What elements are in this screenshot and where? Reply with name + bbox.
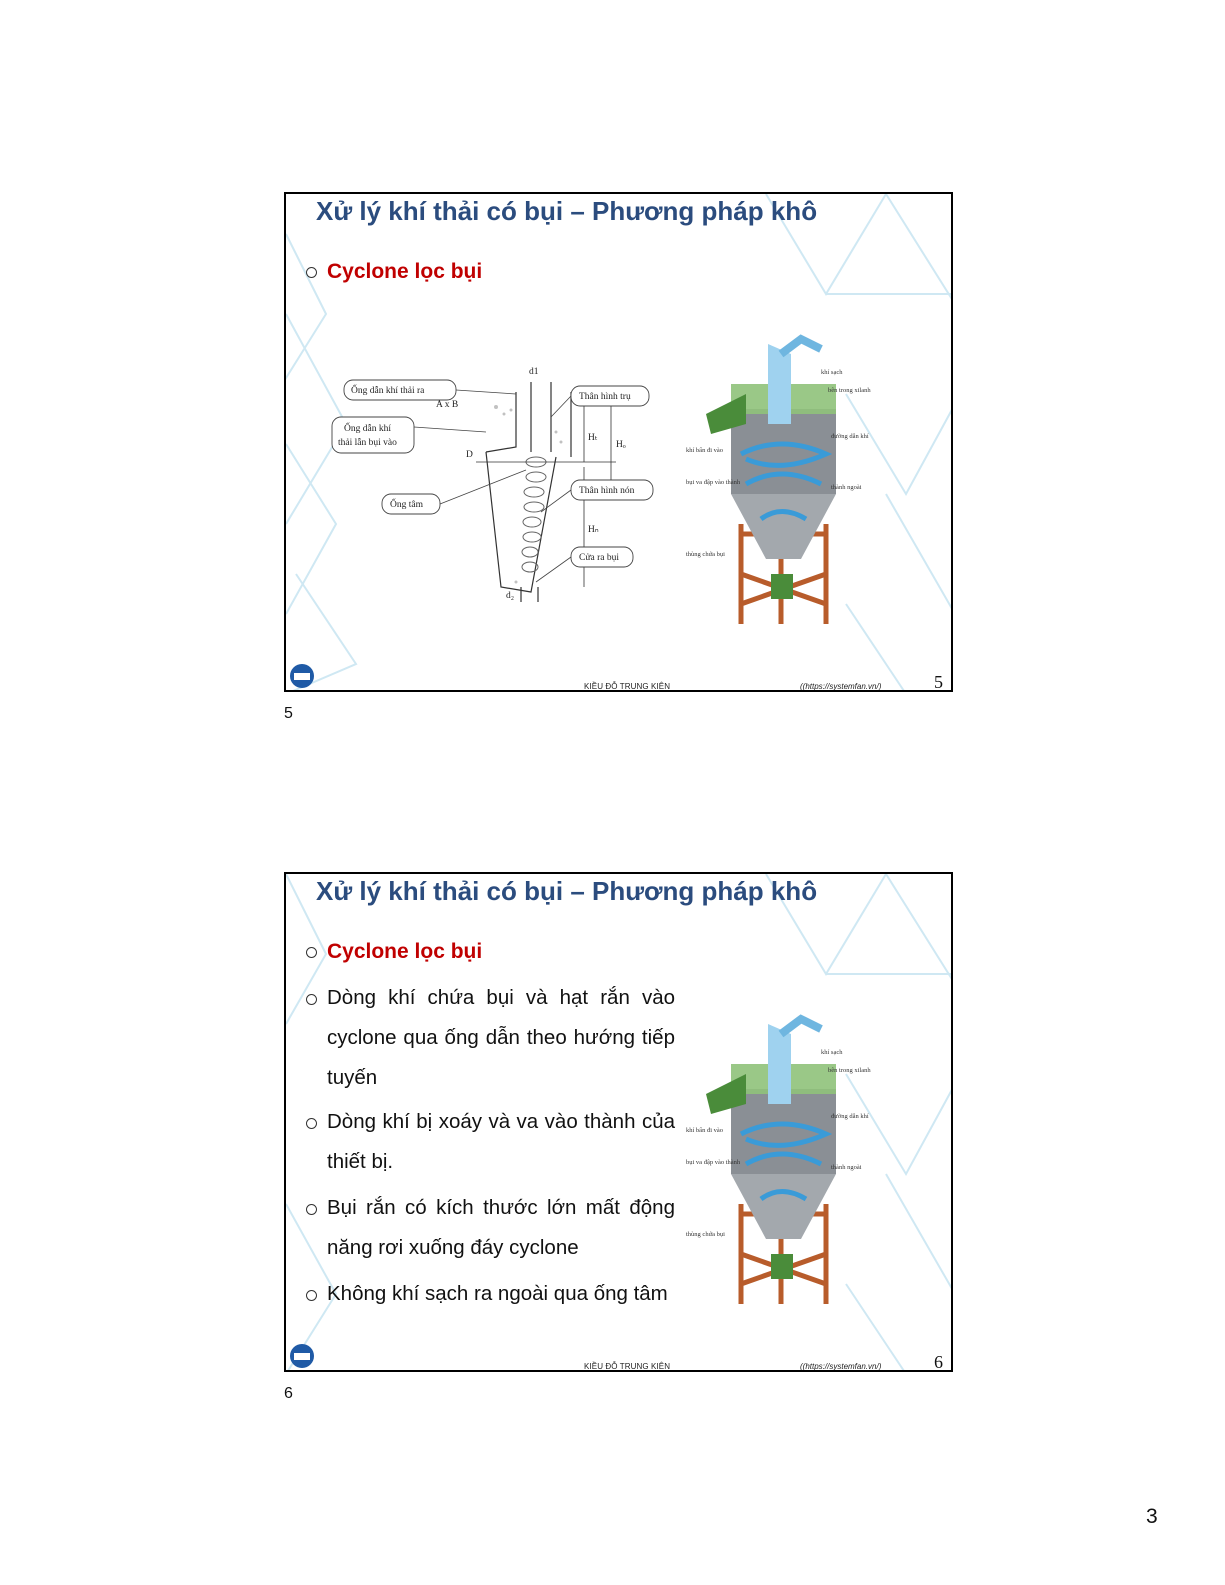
svg-text:thành ngoài: thành ngoài <box>831 484 862 491</box>
footer-url: ((https://systemfan.vn/) <box>800 1362 882 1371</box>
bullet-circle-icon <box>306 1118 317 1129</box>
footer-author: KIỀU ĐỖ TRUNG KIÊN <box>584 1362 671 1371</box>
cyclone-diagram <box>326 362 666 612</box>
svg-text:thùng chứa bụi: thùng chứa bụi <box>686 1231 725 1238</box>
svg-text:Thân hình trụ: Thân hình trụ <box>579 392 631 402</box>
bullet-item <box>306 940 482 964</box>
bullet-heading: Cyclone lọc bụi <box>327 940 483 963</box>
slide-6 <box>284 872 953 1372</box>
bullet-text: Bụi rắn có kích thước lớn mất động năng rơi xuống đáy cyclone <box>327 1196 675 1259</box>
svg-text:Ống tâm: Ống tâm <box>390 500 423 510</box>
footer-author: KIỀU ĐỖ TRUNG KIÊN <box>584 682 671 691</box>
bullet-circle-icon <box>306 947 317 958</box>
bullet-circle-icon <box>306 994 317 1005</box>
bullet-circle-icon <box>306 1290 317 1301</box>
dust-bin-shape <box>771 574 793 599</box>
bullet-circle-icon <box>306 1204 317 1215</box>
svg-text:Hₙ: Hₙ <box>588 525 599 535</box>
slide-number: 6 <box>934 1352 943 1372</box>
svg-text:A x B: A x B <box>436 400 459 410</box>
bullet-item <box>306 978 675 1098</box>
svg-text:khí sạch: khí sạch <box>821 1049 843 1056</box>
svg-text:Ống dẫn khí thải ra: Ống dẫn khí thải ra <box>351 386 425 396</box>
slide-5 <box>284 192 953 692</box>
svg-text:bên trong xilanh: bên trong xilanh <box>828 1067 871 1074</box>
bk-logo-icon <box>288 662 316 690</box>
svg-text:bụi va đập vào thành: bụi va đập vào thành <box>686 479 741 486</box>
footer-url: ((https://systemfan.vn/) <box>800 682 882 691</box>
svg-text:Hₜ: Hₜ <box>588 433 598 443</box>
svg-text:thành ngoài: thành ngoài <box>831 1164 862 1171</box>
svg-text:khí bẩn đi vào: khí bẩn đi vào <box>686 1127 724 1134</box>
svg-text:thải lẫn bụi vào: thải lẫn bụi vào <box>338 438 397 448</box>
slide-number: 5 <box>934 672 943 692</box>
svg-text:bên trong xilanh: bên trong xilanh <box>828 387 871 394</box>
slide-caption-number: 5 <box>284 705 293 722</box>
page-number: 3 <box>1146 1505 1158 1528</box>
bullet-heading: Cyclone lọc bụi <box>327 260 483 283</box>
slide-title: Xử lý khí thải có bụi – Phương pháp khô <box>316 876 818 906</box>
cyclone-illustration <box>686 334 876 624</box>
bullet-circle-icon <box>306 267 317 278</box>
bk-logo-icon <box>288 1342 316 1370</box>
svg-text:Thân hình nón: Thân hình nón <box>579 486 635 496</box>
svg-text:thùng chứa bụi: thùng chứa bụi <box>686 551 725 558</box>
dust-bin-shape <box>771 1254 793 1279</box>
bullet-text: Dòng khí bị xoáy và va vào thành của thiết bị. <box>327 1110 675 1173</box>
svg-text:D: D <box>466 450 473 460</box>
svg-text:khí bẩn đi vào: khí bẩn đi vào <box>686 447 724 454</box>
bullet-item <box>306 260 482 284</box>
slide-title: Xử lý khí thải có bụi – Phương pháp khô <box>316 196 818 226</box>
svg-text:Cửa ra bụi: Cửa ra bụi <box>579 553 619 563</box>
svg-text:đường dẫn khí: đường dẫn khí <box>831 433 869 440</box>
svg-text:d₂: d₂ <box>506 591 515 601</box>
svg-text:bụi va đập vào thành: bụi va đập vào thành <box>686 1159 741 1166</box>
svg-text:d1: d1 <box>529 367 539 377</box>
slide-caption-number: 6 <box>284 1385 293 1402</box>
svg-text:khí sạch: khí sạch <box>821 369 843 376</box>
bullet-item <box>306 1102 675 1182</box>
svg-text:đường dẫn khí: đường dẫn khí <box>831 1113 869 1120</box>
bullet-text: Không khí sạch ra ngoài qua ống tâm <box>327 1282 668 1305</box>
svg-text:Hₒ: Hₒ <box>616 440 626 450</box>
bullet-text: Dòng khí chứa bụi và hạt rắn vào cyclone qua ống dẫn theo hướng tiếp tuyến <box>327 986 675 1089</box>
bullet-item <box>306 1188 675 1268</box>
bullet-item <box>306 1274 675 1314</box>
svg-text:Ống dẫn khí: Ống dẫn khí <box>344 424 391 434</box>
cyclone-illustration <box>686 1014 876 1304</box>
